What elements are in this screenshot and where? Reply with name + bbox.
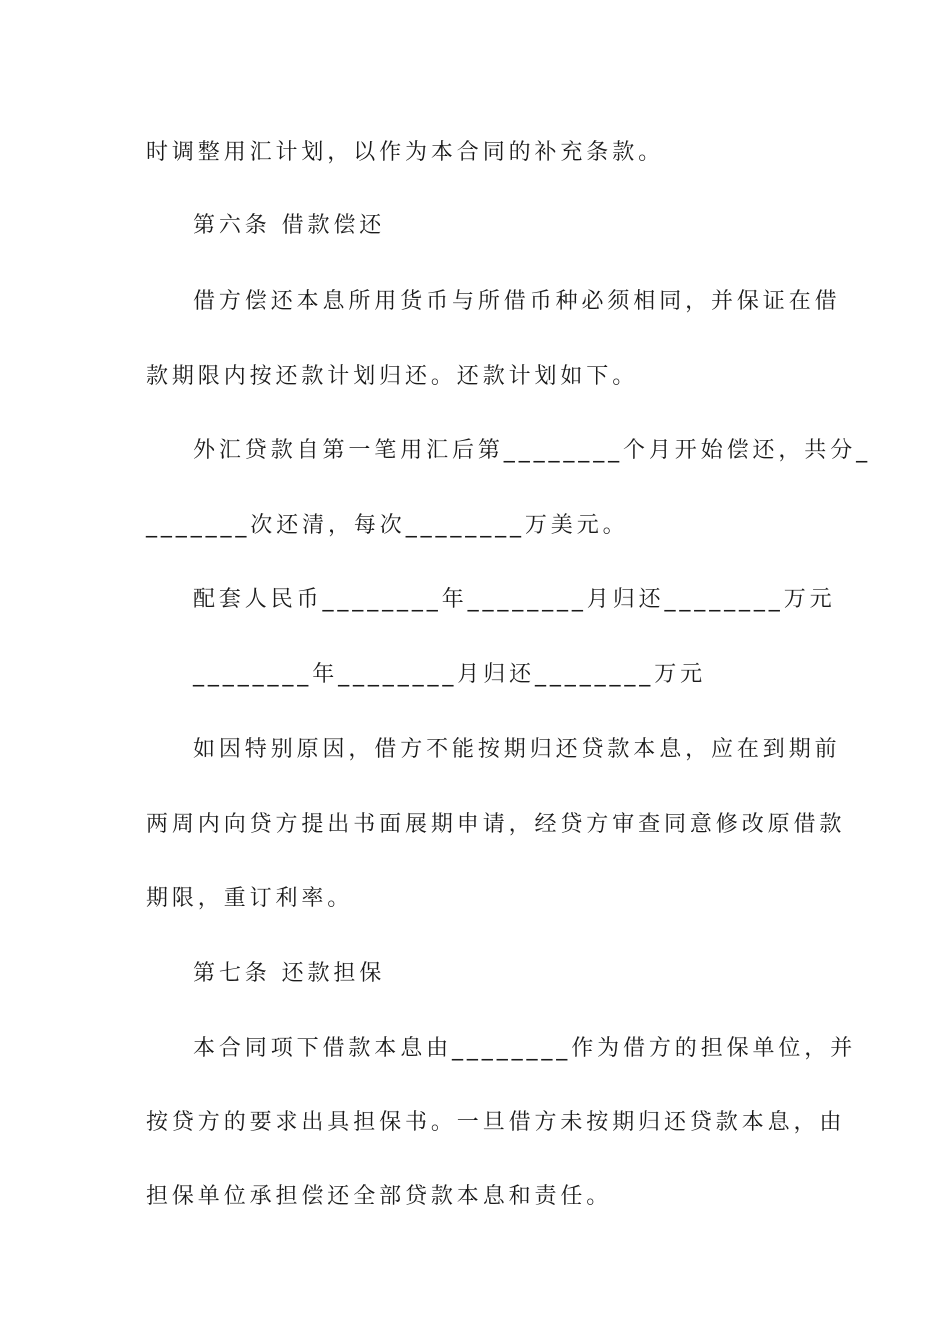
repayment-currency-line-1: 借方偿还本息所用货币与所借币种必须相同，并保证在借 <box>193 289 841 314</box>
extension-paragraph-line-1: 如因特别原因，借方不能按期归还贷款本息，应在到期前 <box>193 737 841 762</box>
article-six-heading: 第六条 借款偿还 <box>193 213 386 238</box>
foreign-loan-repayment-line-1: 外汇贷款自第一笔用汇后第________个月开始偿还，共分_ <box>193 438 872 463</box>
rmb-repayment-line-1: 配套人民币________年________月归还________万元 <box>193 587 836 612</box>
foreign-loan-repayment-line-2: _______次还清，每次________万美元。 <box>146 513 629 538</box>
extension-paragraph-line-2: 两周内向贷方提出书面展期申请，经贷方审查同意修改原借款 <box>146 812 846 837</box>
article-seven-heading: 第七条 还款担保 <box>193 961 386 986</box>
paragraph-continuation-line: 时调整用汇计划，以作为本合同的补充条款。 <box>146 140 665 165</box>
guarantee-paragraph-line-1: 本合同项下借款本息由________作为借方的担保单位，并 <box>193 1036 857 1061</box>
extension-paragraph-line-3: 期限，重订利率。 <box>146 886 354 911</box>
repayment-currency-line-2: 款期限内按还款计划归还。还款计划如下。 <box>146 364 639 389</box>
guarantee-paragraph-line-3: 担保单位承担偿还全部贷款本息和责任。 <box>146 1184 613 1209</box>
rmb-repayment-line-2: ________年________月归还________万元 <box>193 662 707 687</box>
guarantee-paragraph-line-2: 按贷方的要求出具担保书。一旦借方未按期归还贷款本息，由 <box>146 1110 846 1135</box>
